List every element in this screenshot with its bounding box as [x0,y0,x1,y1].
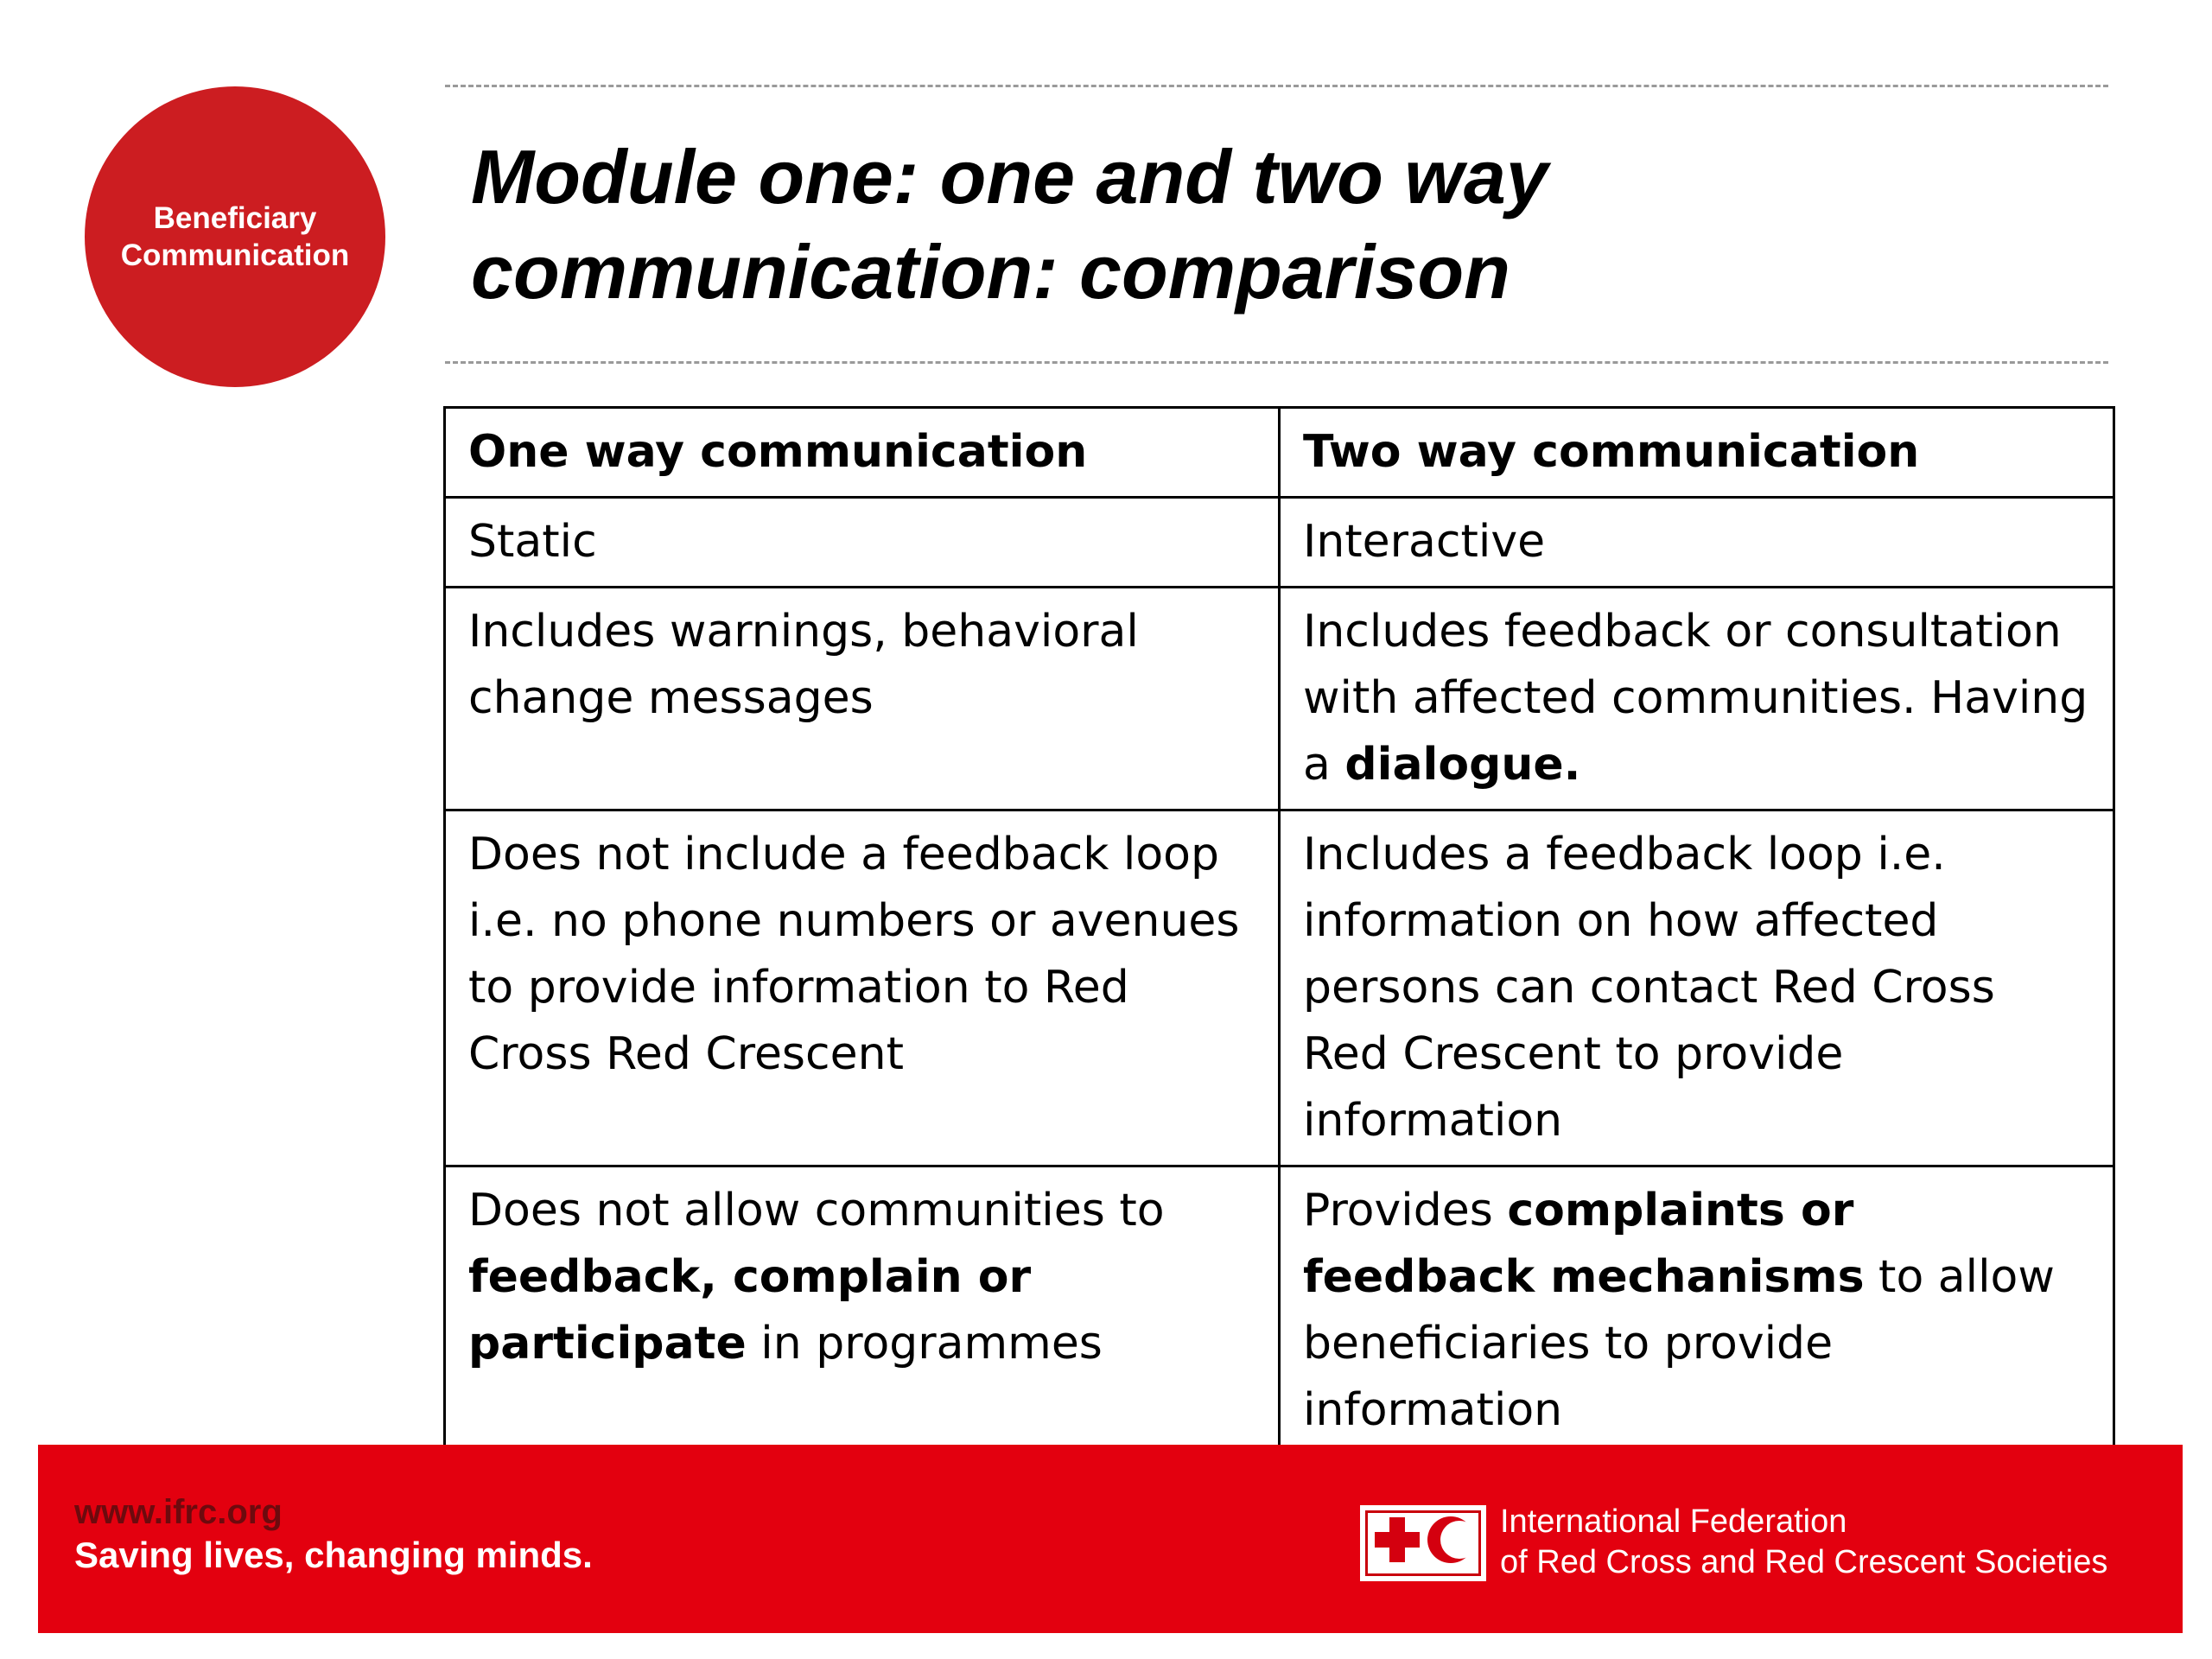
table-row [445,1166,2114,1456]
cell-one-way: Includes warnings, behavioral change messages [445,588,1280,810]
badge-line-2: Communication [120,238,350,272]
table-row [445,588,2114,810]
cell-text: Does not allow communities to [468,1185,1165,1236]
red-cross-red-crescent-emblem-icon [1360,1505,1486,1581]
cell-text: Includes feedback or consultation with affected communities. Having a [1303,606,2088,791]
org-name-line-1: International Federation [1500,1503,1847,1540]
footer-url: www.ifrc.org [74,1493,283,1531]
cell-text: to allow beneficiaries to provide information [1303,1251,2055,1436]
title-line-2: communication: comparison [471,229,1510,315]
page-title [471,130,2095,320]
badge-line-1: Beneficiary [153,201,317,235]
cell-text: in programmes [746,1318,1103,1370]
table-row [445,498,2114,588]
table-header-row [445,408,2114,498]
cell-emphasis: feedback, complain or participate [468,1251,1032,1370]
comparison-table [443,406,2115,1457]
cell-two-way: Includes a feedback loop i.e. information on how affected persons can contact Red Cross Red Crescent to provide information [1280,810,2114,1166]
footer-bar [38,1445,2183,1633]
footer-slogan: Saving lives, changing minds. [74,1535,593,1575]
org-name-line-2: of Red Cross and Red Crescent Societies [1500,1544,2108,1580]
cell-two-way [1280,588,2114,810]
organization-name [1500,1502,2107,1583]
cell-one-way: Static [445,498,1280,588]
cell-emphasis: dialogue. [1344,739,1581,791]
cell-two-way: Interactive [1280,498,2114,588]
table-row [445,810,2114,1166]
title-divider-top [445,85,2108,87]
cell-two-way [1280,1166,2114,1456]
emblem-icon [1363,1508,1484,1579]
cell-text: Provides [1303,1185,1508,1236]
title-line-1: Module one: one and two way [471,134,1548,219]
module-badge [85,86,385,387]
cell-one-way: Does not include a feedback loop i.e. no phone numbers or avenues to provide information to Red Cross Red Crescent [445,810,1280,1166]
header-two-way: Two way communication [1280,408,2114,498]
header-one-way: One way communication [445,408,1280,498]
cell-emphasis: complaints or feedback mechanisms [1303,1185,1865,1303]
cell-one-way [445,1166,1280,1456]
title-divider-bottom [445,361,2108,364]
